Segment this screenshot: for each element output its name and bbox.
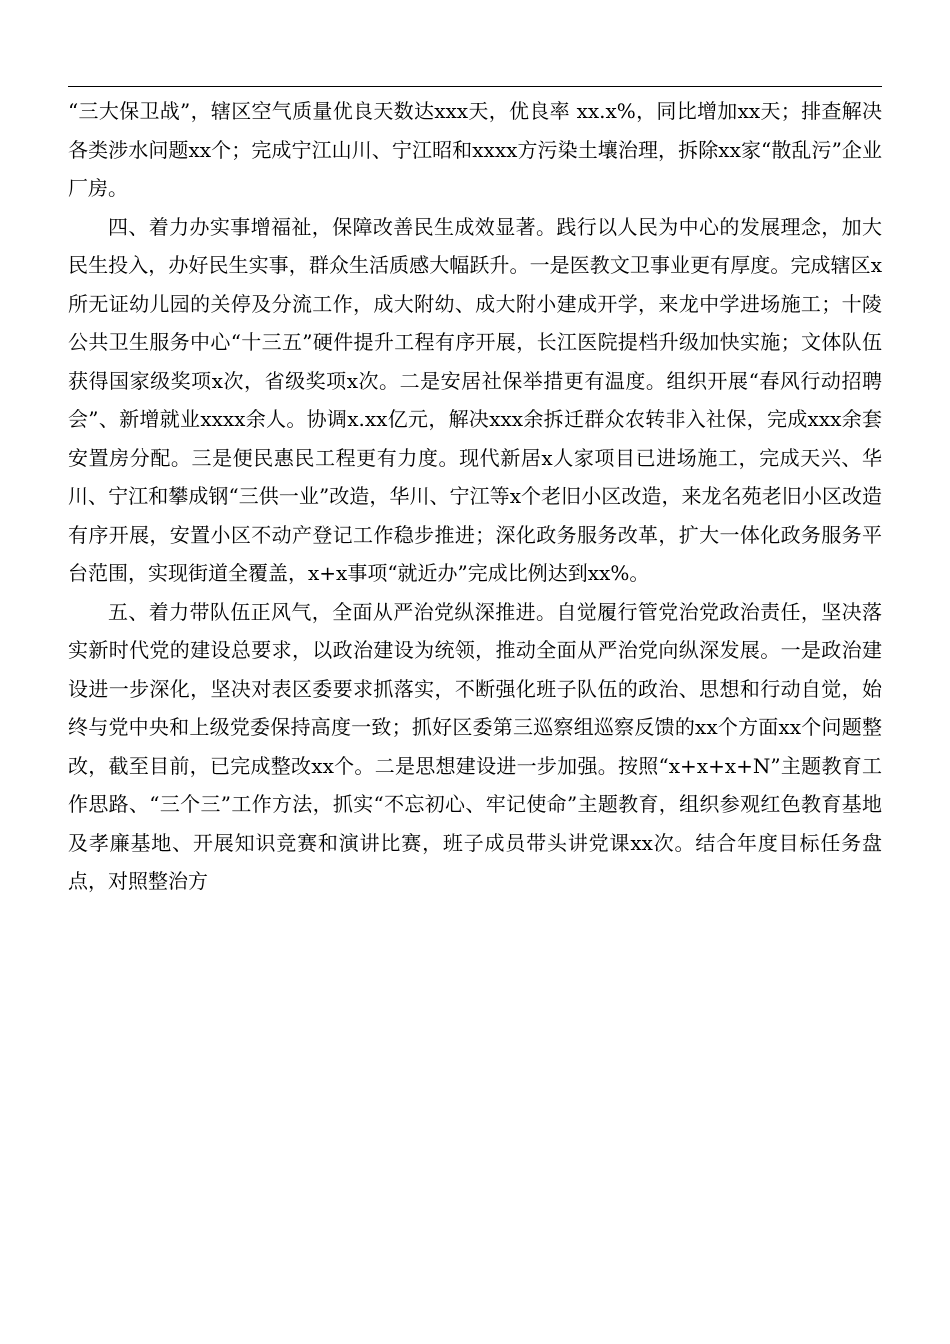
document-body <box>68 92 882 901</box>
paragraph-section-five: 五、着力带队伍正风气，全面从严治党纵深推进。自觉履行管党治党政治责任，坚决落实新时代党的建设总要求，以政治建设为统领，推动全面从严治党向纵深发展。一是政治建设进一步深化，坚决对表区委要求抓落实，不断强化班子队伍的政治、思想和行动自觉，始终与党中央和上级党委保持高度一致；抓好区委第三巡察组巡察反馈的xx个方面xx个问题整改，截至目前，已完成整改xx个。二是思想建设进一步加强。按照“x+x+x+N”主题教育工作思路、“三个三”工作方法，抓实“不忘初心、牢记使命”主题教育，组织参观红色教育基地及孝廉基地、开展知识竞赛和演讲比赛，班子成员带头讲党课xx次。结合年度目标任务盘点，对照整治方 <box>68 599 882 893</box>
header-rule <box>68 86 882 87</box>
paragraph-section-four: 四、着力办实事增福祉，保障改善民生成效显著。践行以人民为中心的发展理念，加大民生投入，办好民生实事，群众生活质感大幅跃升。一是医教文卫事业更有厚度。完成辖区x所无证幼儿园的关停及分流工作，成大附幼、成大附小建成开学，来龙中学进场施工；十陵公共卫生服务中心“十三五”硬件提升工程有序开展，长江医院提档升级加快实施；文体队伍获得国家级奖项x次，省级奖项x次。二是安居社保举措更有温度。组织开展“春风行动招聘会”、新增就业xxxx余人。协调x.xx亿元，解决xxx余拆迁群众农转非入社保，完成xxx余套安置房分配。三是便民惠民工程更有力度。现代新居x人家项目已进场施工，完成天兴、华川、宁江和攀成钢“三供一业”改造，华川、宁江等x个老旧小区改造，来龙名苑老旧小区改造有序开展，安置小区不动产登记工作稳步推进；深化政务服务改革，扩大一体化政务服务平台范围，实现街道全覆盖，x+x事项“就近办”完成比例达到xx%。 <box>68 214 882 585</box>
paragraph-continuation: “三大保卫战”，辖区空气质量优良天数达xxx天，优良率 xx.x%，同比增加xx天；排查解决各类涉水问题xx个；完成宁江山川、宁江昭和xxxx方污染土壤治理，拆除xx家“散乱污”企业厂房。 <box>68 99 882 200</box>
